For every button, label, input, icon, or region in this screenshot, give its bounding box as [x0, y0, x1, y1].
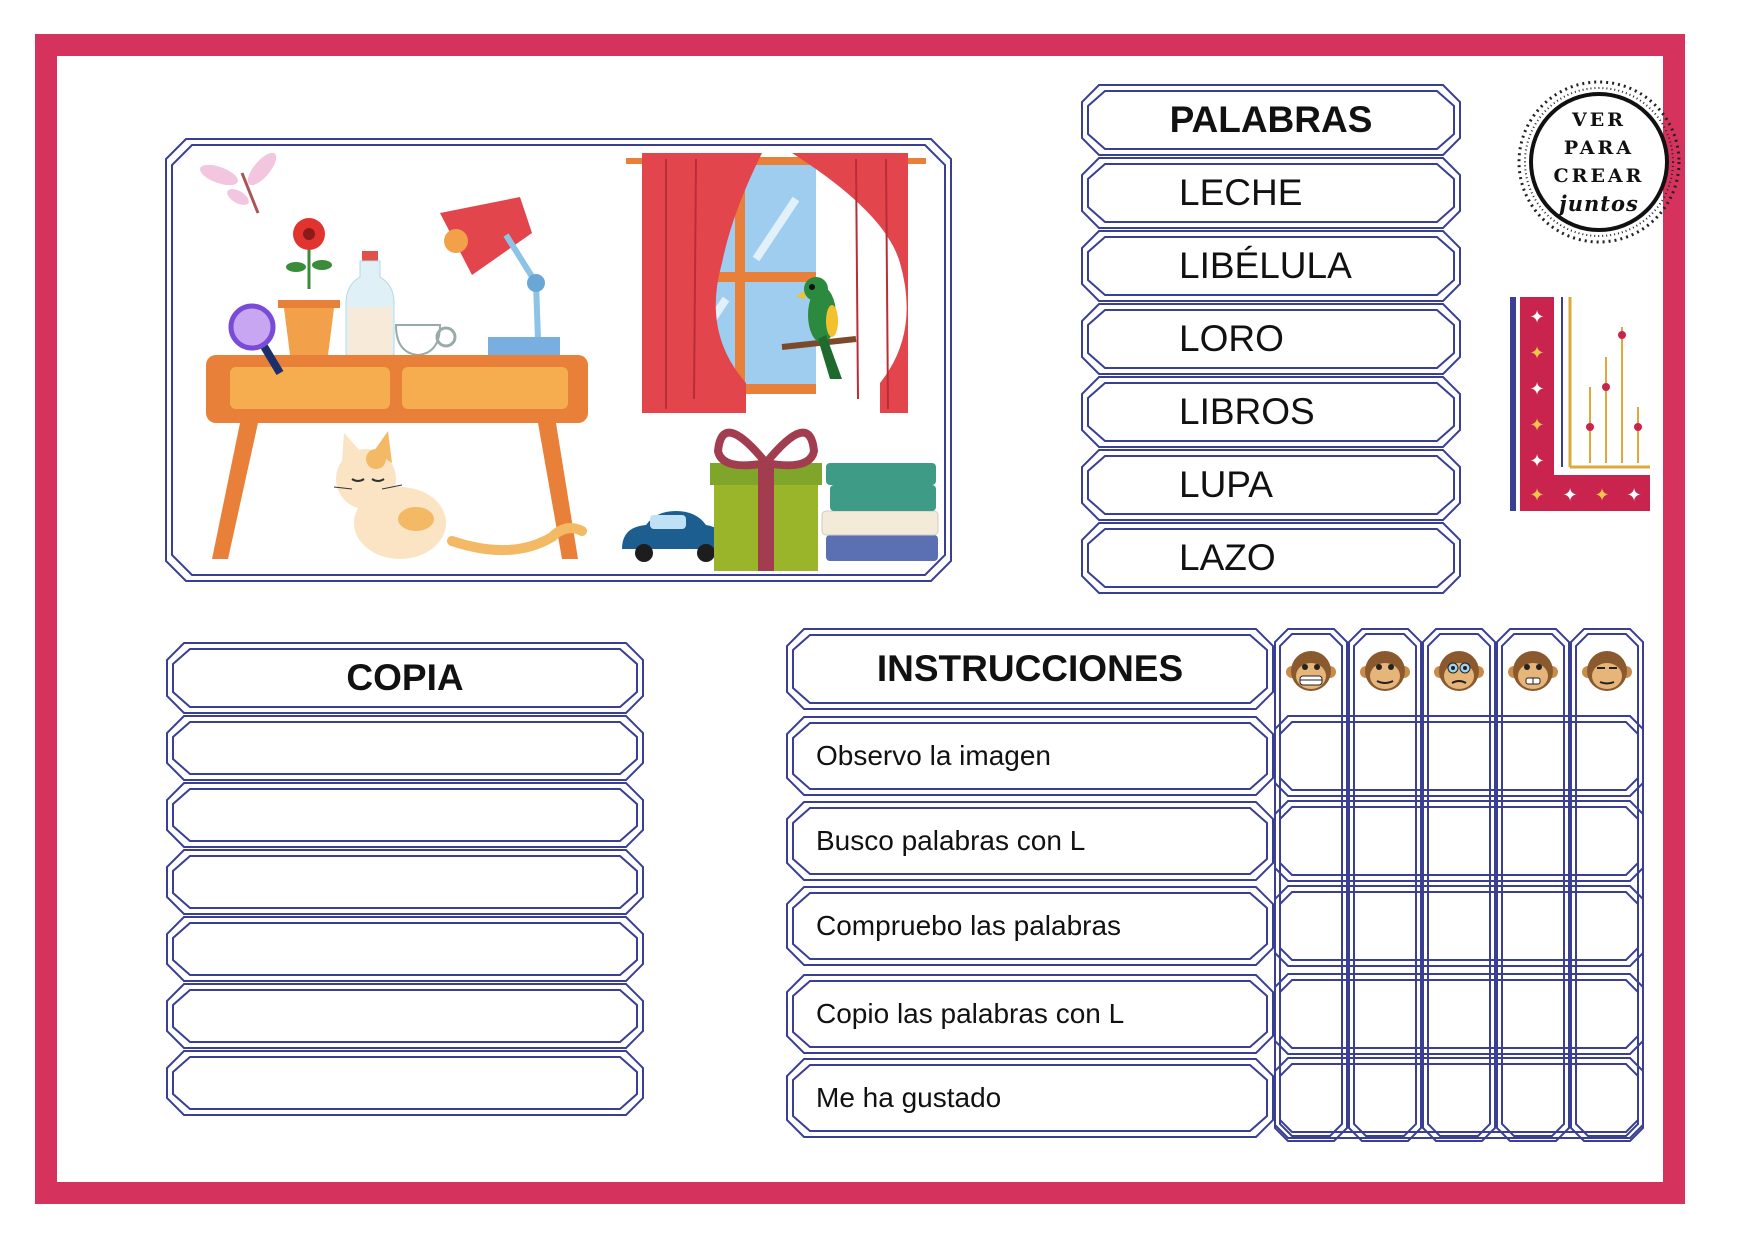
- instruction-item: Observo la imagen: [816, 740, 1052, 771]
- instructions-title: INSTRUCCIONES: [876, 648, 1184, 689]
- instruction-plaque: [786, 1058, 1274, 1138]
- svg-text:✦: ✦: [1529, 415, 1545, 435]
- logo-line: VER: [1571, 109, 1626, 131]
- milk-bottle-icon: [346, 251, 394, 355]
- word-plaque: [1081, 376, 1461, 448]
- words-title-plaque: [1081, 84, 1461, 156]
- instructions-section: [786, 628, 1274, 1142]
- gift-box-icon: [710, 433, 822, 571]
- copy-line-field[interactable]: [166, 782, 644, 848]
- copy-line-field[interactable]: [166, 1050, 644, 1116]
- copy-line-field[interactable]: [166, 983, 644, 1049]
- word-item: LORO: [1179, 318, 1284, 359]
- dragonfly-icon: [197, 149, 281, 213]
- grimacing-monkey-icon: [1508, 646, 1558, 696]
- instruction-plaque: [786, 801, 1274, 881]
- instruction-item: Me ha gustado: [816, 1082, 1002, 1113]
- word-plaque: [1081, 303, 1461, 375]
- instruction-item: Copio las palabras con L: [816, 998, 1125, 1029]
- logo-line: juntos: [1559, 191, 1639, 216]
- svg-text:✦: ✦: [1529, 307, 1545, 327]
- svg-text:✦: ✦: [1529, 451, 1545, 471]
- instruction-item: Compruebo las palabras: [816, 910, 1122, 941]
- word-item: LIBROS: [1179, 391, 1315, 432]
- desk-lamp-icon: [440, 197, 560, 355]
- word-item: LIBÉLULA: [1179, 245, 1352, 286]
- decorative-corner: [1510, 297, 1650, 511]
- words-list: [1081, 84, 1461, 594]
- copy-title-plaque: [166, 642, 644, 714]
- rating-grid-lines: [1274, 628, 1644, 1142]
- logo-line: PARA: [1563, 137, 1635, 159]
- word-item: LAZO: [1179, 537, 1276, 578]
- words-title: PALABRAS: [1169, 99, 1373, 140]
- svg-text:✦: ✦: [1626, 485, 1642, 505]
- word-item: LUPA: [1179, 464, 1273, 505]
- instructions-title-plaque: [786, 628, 1274, 710]
- cup-icon: [396, 325, 455, 355]
- rating-grid: [1274, 628, 1644, 1142]
- copy-line-field[interactable]: [166, 715, 644, 781]
- copy-line-field[interactable]: [166, 916, 644, 982]
- svg-text:✦: ✦: [1529, 343, 1545, 363]
- word-plaque: [1081, 449, 1461, 521]
- instruction-plaque: [786, 716, 1274, 796]
- svg-text:✦: ✦: [1562, 485, 1578, 505]
- svg-text:✦: ✦: [1594, 485, 1610, 505]
- illustration-panel: [166, 139, 951, 581]
- word-plaque: [1081, 157, 1461, 229]
- word-plaque: [1081, 230, 1461, 302]
- instruction-plaque: [786, 974, 1274, 1054]
- word-plaque: [1081, 522, 1461, 594]
- copy-section: [166, 642, 644, 1136]
- sleepy-monkey-icon: [1582, 646, 1632, 696]
- svg-text:✦: ✦: [1529, 485, 1545, 505]
- copy-line-field[interactable]: [166, 849, 644, 915]
- books-icon: [822, 463, 938, 561]
- logo-line: CREAR: [1553, 165, 1645, 187]
- brand-logo: [1516, 79, 1682, 245]
- word-item: LECHE: [1179, 172, 1303, 213]
- copy-title: COPIA: [346, 657, 464, 698]
- instruction-plaque: [786, 886, 1274, 966]
- svg-text:✦: ✦: [1529, 379, 1545, 399]
- grinning-monkey-icon: [1286, 646, 1336, 696]
- toy-car-icon: [622, 511, 726, 562]
- worried-monkey-icon: [1434, 646, 1484, 696]
- instruction-item: Busco palabras con L: [816, 825, 1086, 856]
- flower-pot-icon: [278, 218, 340, 355]
- neutral-monkey-icon: [1360, 646, 1410, 696]
